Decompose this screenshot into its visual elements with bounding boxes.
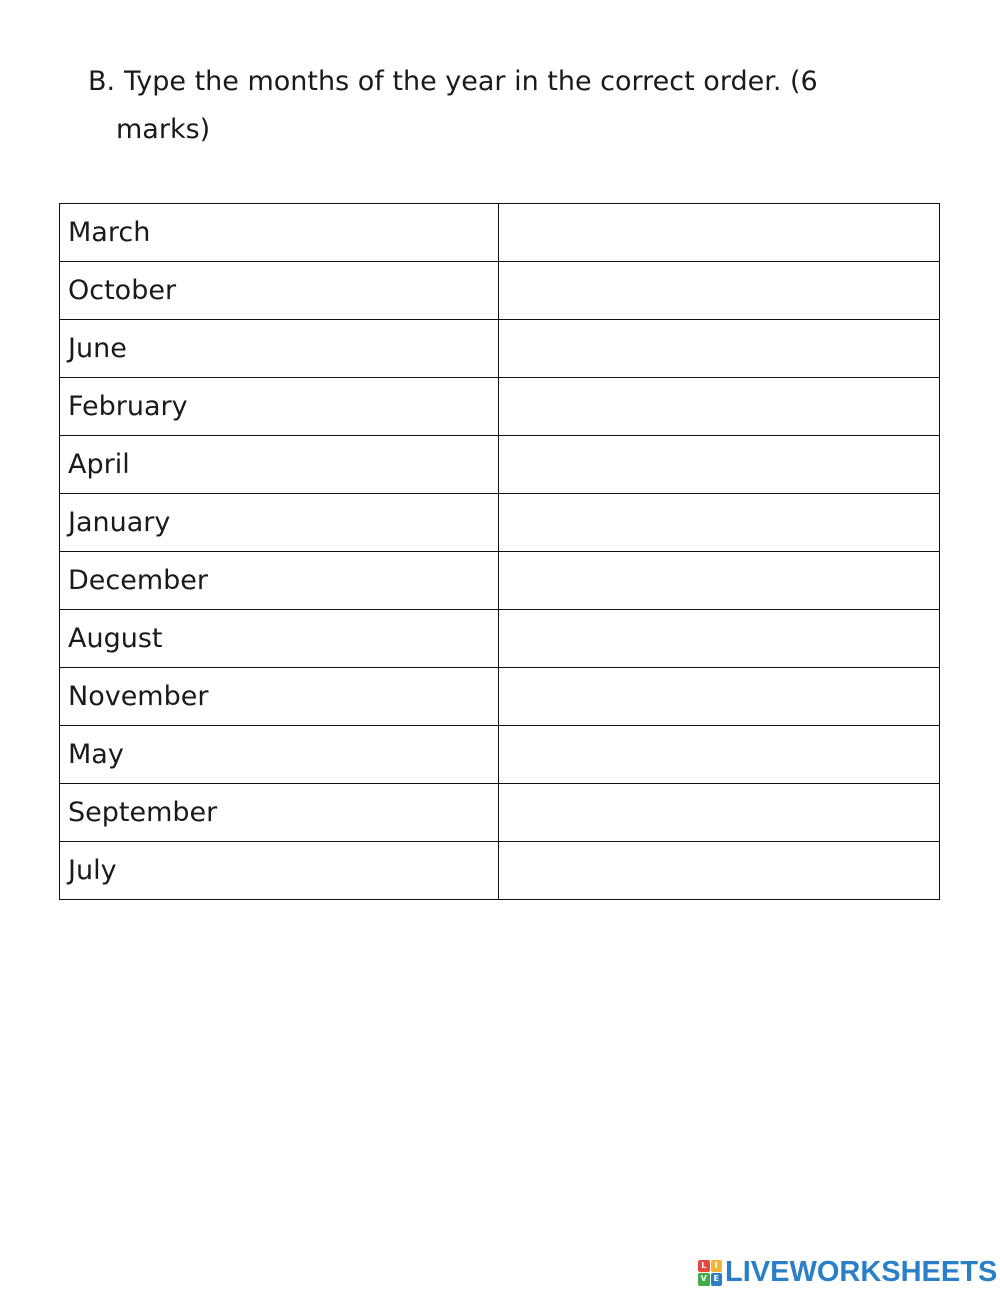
answer-input[interactable] bbox=[499, 784, 939, 841]
table-row bbox=[60, 320, 940, 378]
logo-badge-letter: L bbox=[698, 1260, 710, 1273]
table-row bbox=[60, 494, 940, 552]
logo-text: LIVEWORKSHEETS bbox=[725, 1256, 998, 1288]
month-label: February bbox=[60, 378, 499, 436]
month-label: December bbox=[60, 552, 499, 610]
answer-input[interactable] bbox=[499, 610, 939, 667]
table-row bbox=[60, 436, 940, 494]
answer-cell[interactable] bbox=[498, 378, 939, 436]
month-label: January bbox=[60, 494, 499, 552]
answer-input[interactable] bbox=[499, 262, 939, 319]
table-row bbox=[60, 378, 940, 436]
answer-input[interactable] bbox=[499, 378, 939, 435]
answer-input[interactable] bbox=[499, 726, 939, 783]
logo-badge-letter: V bbox=[698, 1273, 710, 1286]
answer-input[interactable] bbox=[499, 436, 939, 493]
table-row bbox=[60, 668, 940, 726]
answer-cell[interactable] bbox=[498, 436, 939, 494]
answer-input[interactable] bbox=[499, 320, 939, 377]
answer-cell[interactable] bbox=[498, 842, 939, 900]
answer-cell[interactable] bbox=[498, 784, 939, 842]
table-row bbox=[60, 262, 940, 320]
logo-badge-letter: E bbox=[711, 1273, 723, 1286]
answer-input[interactable] bbox=[499, 204, 939, 261]
table-row bbox=[60, 842, 940, 900]
month-label: September bbox=[60, 784, 499, 842]
instruction-text-continued: marks) bbox=[116, 114, 211, 145]
month-label: June bbox=[60, 320, 499, 378]
logo-badge-letter: I bbox=[711, 1260, 723, 1273]
answer-input[interactable] bbox=[499, 842, 939, 899]
month-label: March bbox=[60, 204, 499, 262]
instruction-number: B. bbox=[88, 66, 116, 97]
answer-input[interactable] bbox=[499, 494, 939, 551]
month-label: April bbox=[60, 436, 499, 494]
month-label: July bbox=[60, 842, 499, 900]
table-row bbox=[60, 784, 940, 842]
month-label: October bbox=[60, 262, 499, 320]
answer-cell[interactable] bbox=[498, 262, 939, 320]
month-label: May bbox=[60, 726, 499, 784]
answer-cell[interactable] bbox=[498, 320, 939, 378]
instruction-text: Type the months of the year in the correct order. (6 bbox=[124, 66, 818, 97]
liveworksheets-logo bbox=[698, 1256, 997, 1289]
answer-cell[interactable] bbox=[498, 610, 939, 668]
months-table bbox=[59, 203, 940, 900]
table-row bbox=[60, 552, 940, 610]
month-label: November bbox=[60, 668, 499, 726]
answer-cell[interactable] bbox=[498, 494, 939, 552]
answer-cell[interactable] bbox=[498, 668, 939, 726]
answer-input[interactable] bbox=[499, 552, 939, 609]
answer-cell[interactable] bbox=[498, 204, 939, 262]
answer-input[interactable] bbox=[499, 668, 939, 725]
table-row bbox=[60, 204, 940, 262]
table-row bbox=[60, 726, 940, 784]
logo-badge-icon bbox=[698, 1260, 722, 1286]
answer-cell[interactable] bbox=[498, 552, 939, 610]
table-row bbox=[60, 610, 940, 668]
answer-cell[interactable] bbox=[498, 726, 939, 784]
month-label: August bbox=[60, 610, 499, 668]
